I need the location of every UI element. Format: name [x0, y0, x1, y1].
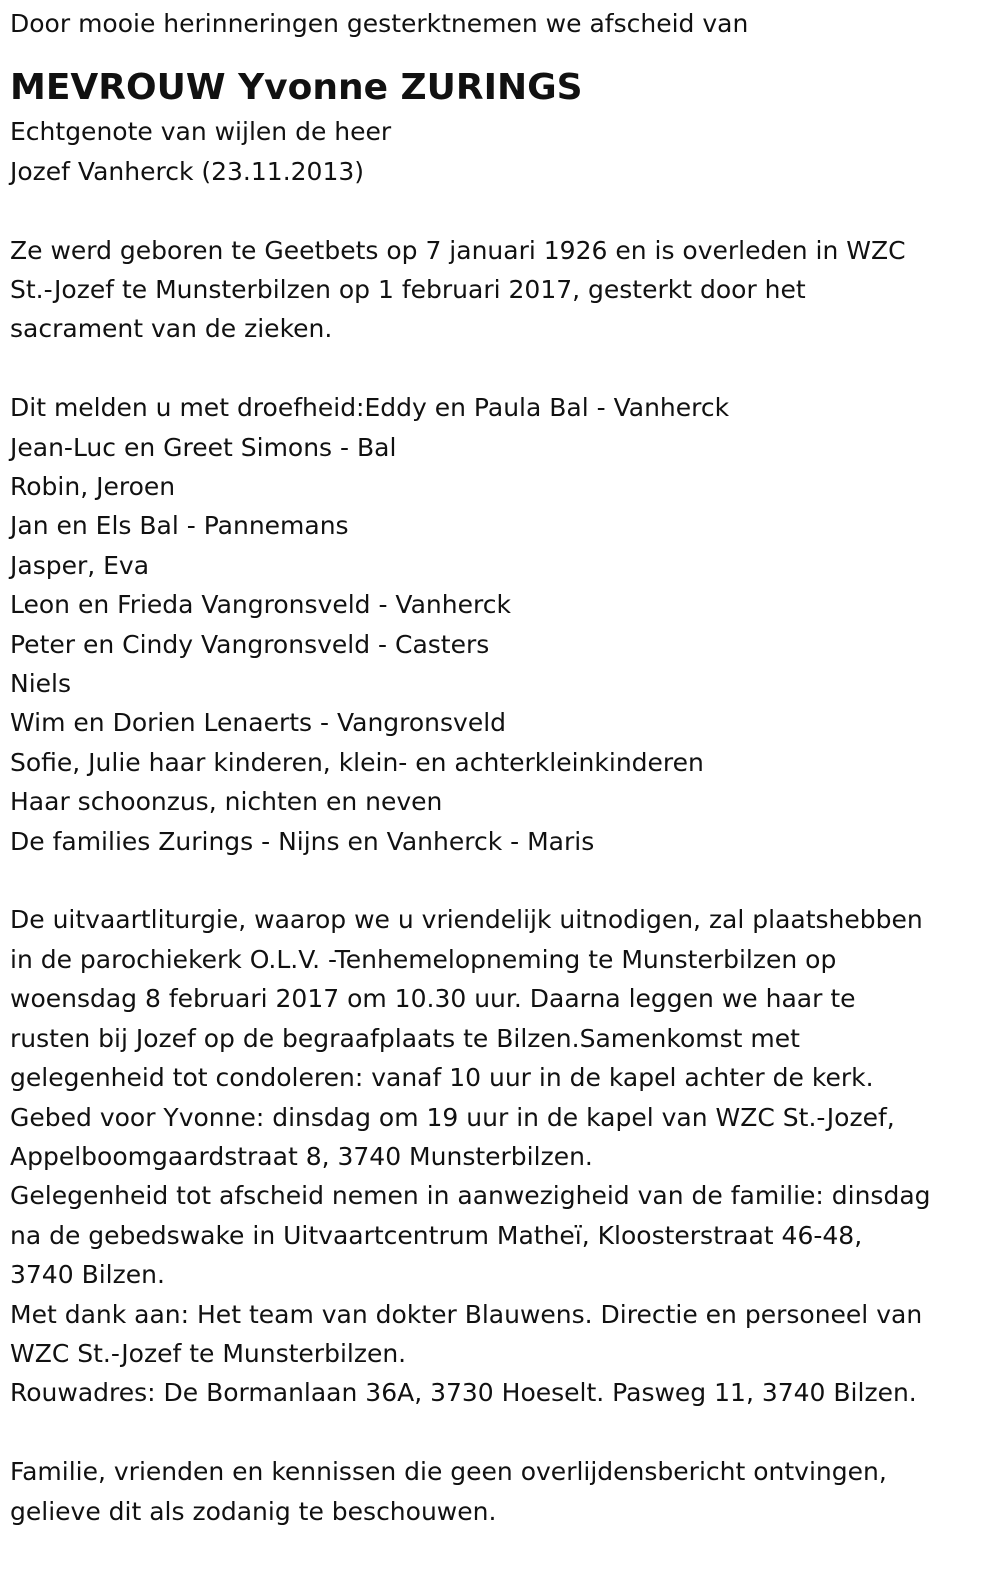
mourner-line: Haar schoonzus, nichten en neven	[10, 787, 443, 817]
funeral-line: 3740 Bilzen.	[10, 1260, 165, 1290]
mourner-line: Leon en Frieda Vangronsveld - Vanherck	[10, 590, 511, 620]
birth-death-paragraph	[10, 231, 985, 349]
funeral-line: Gelegenheid tot afscheid nemen in aanwezigheid van de familie: dinsdag	[10, 1181, 931, 1211]
mourner-line: Dit melden u met droefheid:Eddy en Paula Bal - Vanherck	[10, 393, 730, 423]
spacer	[10, 861, 985, 900]
funeral-line: Met dank aan: Het team van dokter Blauwens. Directie en personeel van	[10, 1299, 923, 1329]
mourner-line: Niels	[10, 669, 71, 699]
spacer	[10, 191, 985, 230]
mourner-line: De families Zurings - Nijns en Vanherck - Maris	[10, 826, 595, 856]
funeral-line: De uitvaartliturgie, waarop we u vriendelijk uitnodigen, zal plaatshebben	[10, 905, 923, 935]
funeral-line: rusten bij Jozef op de begraafplaats te Bilzen.Samenkomst met	[10, 1023, 800, 1053]
birth-death-line: sacrament van de zieken.	[10, 314, 333, 344]
birth-death-line: Ze werd geboren te Geetbets op 7 januari 1926 en is overleden in WZC	[10, 235, 906, 265]
mourner-line: Peter en Cindy Vangronsveld - Casters	[10, 629, 490, 659]
mourner-line: Jean-Luc en Greet Simons - Bal	[10, 432, 397, 462]
obituary-notice	[10, 4, 985, 1531]
funeral-details	[10, 900, 985, 1412]
mourner-line: Jasper, Eva	[10, 550, 150, 580]
deceased-name: MEVROUW Yvonne ZURINGS	[10, 67, 583, 109]
spacer	[10, 1413, 985, 1452]
funeral-line: WZC St.-Jozef te Munsterbilzen.	[10, 1338, 407, 1368]
mourner-line: Robin, Jeroen	[10, 472, 176, 502]
spacer	[10, 349, 985, 388]
funeral-line: Appelboomgaardstraat 8, 3740 Munsterbilzen.	[10, 1141, 593, 1171]
spouse-paragraph	[10, 112, 985, 191]
spouse-line: Jozef Vanherck (23.11.2013)	[10, 156, 365, 186]
intro-line: Door mooie herinneringen gesterktnemen we afscheid van	[10, 9, 749, 38]
mourner-line: Jan en Els Bal - Pannemans	[10, 511, 349, 541]
mourners-list	[10, 388, 985, 861]
mourner-line: Sofie, Julie haar kinderen, klein- en achterkleinkinderen	[10, 747, 704, 777]
closing-line: gelieve dit als zodanig te beschouwen.	[10, 1496, 497, 1526]
birth-death-line: St.-Jozef te Munsterbilzen op 1 februari 2017, gesterkt door het	[10, 275, 806, 305]
funeral-line: woensdag 8 februari 2017 om 10.30 uur. Daarna leggen we haar te	[10, 984, 856, 1014]
closing-line: Familie, vrienden en kennissen die geen overlijdensbericht ontvingen,	[10, 1457, 887, 1487]
mourner-line: Wim en Dorien Lenaerts - Vangronsveld	[10, 708, 507, 738]
spacer	[10, 43, 985, 64]
funeral-line: Rouwadres: De Bormanlaan 36A, 3730 Hoeselt. Pasweg 11, 3740 Bilzen.	[10, 1378, 917, 1408]
funeral-line: in de parochiekerk O.L.V. -Tenhemelopneming te Munsterbilzen op	[10, 944, 837, 974]
funeral-line: gelegenheid tot condoleren: vanaf 10 uur in de kapel achter de kerk.	[10, 1063, 874, 1093]
spouse-line: Echtgenote van wijlen de heer	[10, 117, 392, 147]
closing-paragraph	[10, 1452, 985, 1531]
funeral-line: Gebed voor Yvonne: dinsdag om 19 uur in de kapel van WZC St.-Jozef,	[10, 1102, 895, 1132]
funeral-line: na de gebedswake in Uitvaartcentrum Matheï, Kloosterstraat 46-48,	[10, 1220, 863, 1250]
